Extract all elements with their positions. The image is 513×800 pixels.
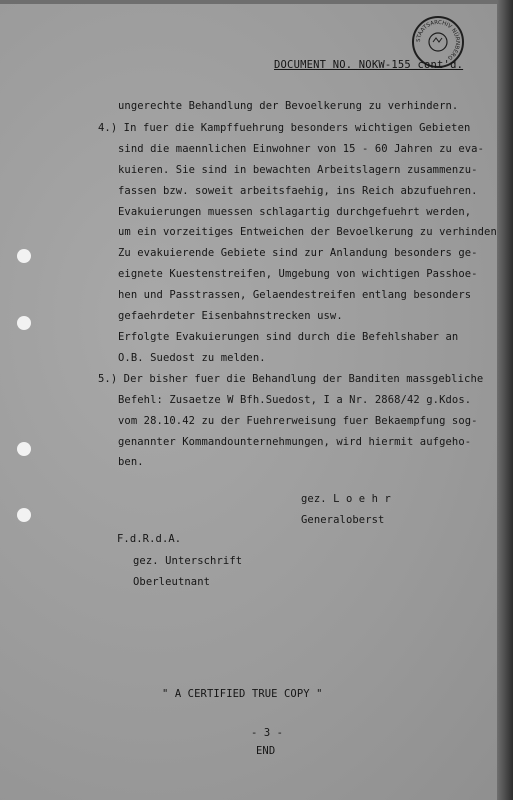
signature-rank: Generaloberst: [301, 514, 385, 526]
body-line: um ein vorzeitiges Entweichen der Bevoelkerung zu verhinden: [118, 226, 497, 238]
body-line: Erfolgte Evakuierungen sind durch die Befehlshaber an: [118, 331, 459, 343]
page-number: - 3 -: [251, 727, 284, 739]
punch-hole: [17, 249, 31, 263]
body-line: 4.) In fuer die Kampffuehrung besonders wichtigen Gebieten: [98, 122, 471, 134]
body-line: fassen bzw. soweit arbeitsfaehig, ins Reich abzufuehren.: [118, 185, 478, 197]
stamp-text: STAATSARCHIV NÜRNBERG: [415, 19, 461, 61]
punch-hole: [17, 508, 31, 522]
body-line: O.B. Suedost zu melden.: [118, 352, 266, 364]
certification-signature: gez. Unterschrift: [133, 555, 243, 567]
document-reference: DOCUMENT NO. NOKW-155 cont'd.: [274, 59, 464, 71]
body-line: eignete Kuestenstreifen, Umgebung von wichtigen Passhoe-: [118, 268, 478, 280]
punch-hole: [17, 316, 31, 330]
scan-right-edge: [497, 0, 513, 800]
certification-rank: Oberleutnant: [133, 576, 211, 588]
body-line: ben.: [118, 456, 144, 468]
signature-name: gez. L o e h r: [301, 493, 391, 505]
body-line: 5.) Der bisher fuer die Behandlung der Banditen massgebliche: [98, 373, 484, 385]
punch-hole: [17, 442, 31, 456]
end-marker: END: [256, 745, 276, 757]
body-line: gefaehrdeter Eisenbahnstrecken usw.: [118, 310, 343, 322]
body-line: kuieren. Sie sind in bewachten Arbeitslagern zusammenzu-: [118, 164, 478, 176]
certified-copy-note: " A CERTIFIED TRUE COPY ": [162, 688, 323, 700]
body-line: genannter Kommandounternehmungen, wird hiermit aufgeho-: [118, 436, 472, 448]
body-line: ungerechte Behandlung der Bevoelkerung zu verhindern.: [118, 100, 459, 112]
body-line: Befehl: Zusaetze W Bfh.Suedost, I a Nr. 2868/42 g.Kdos.: [118, 394, 472, 406]
certification-abbrev: F.d.R.d.A.: [117, 533, 182, 545]
body-line: Evakuierungen muessen schlagartig durchgefuehrt werden,: [118, 206, 472, 218]
body-line: Zu evakuierende Gebiete sind zur Anlandung besonders ge-: [118, 247, 478, 259]
body-line: hen und Passtrassen, Gelaendestreifen entlang besonders: [118, 289, 472, 301]
scan-top-edge: [0, 0, 513, 4]
body-line: sind die maennlichen Einwohner von 15 - 60 Jahren zu eva-: [118, 143, 485, 155]
body-line: vom 28.10.42 zu der Fuehrerweisung fuer Bekaempfung sog-: [118, 415, 478, 427]
